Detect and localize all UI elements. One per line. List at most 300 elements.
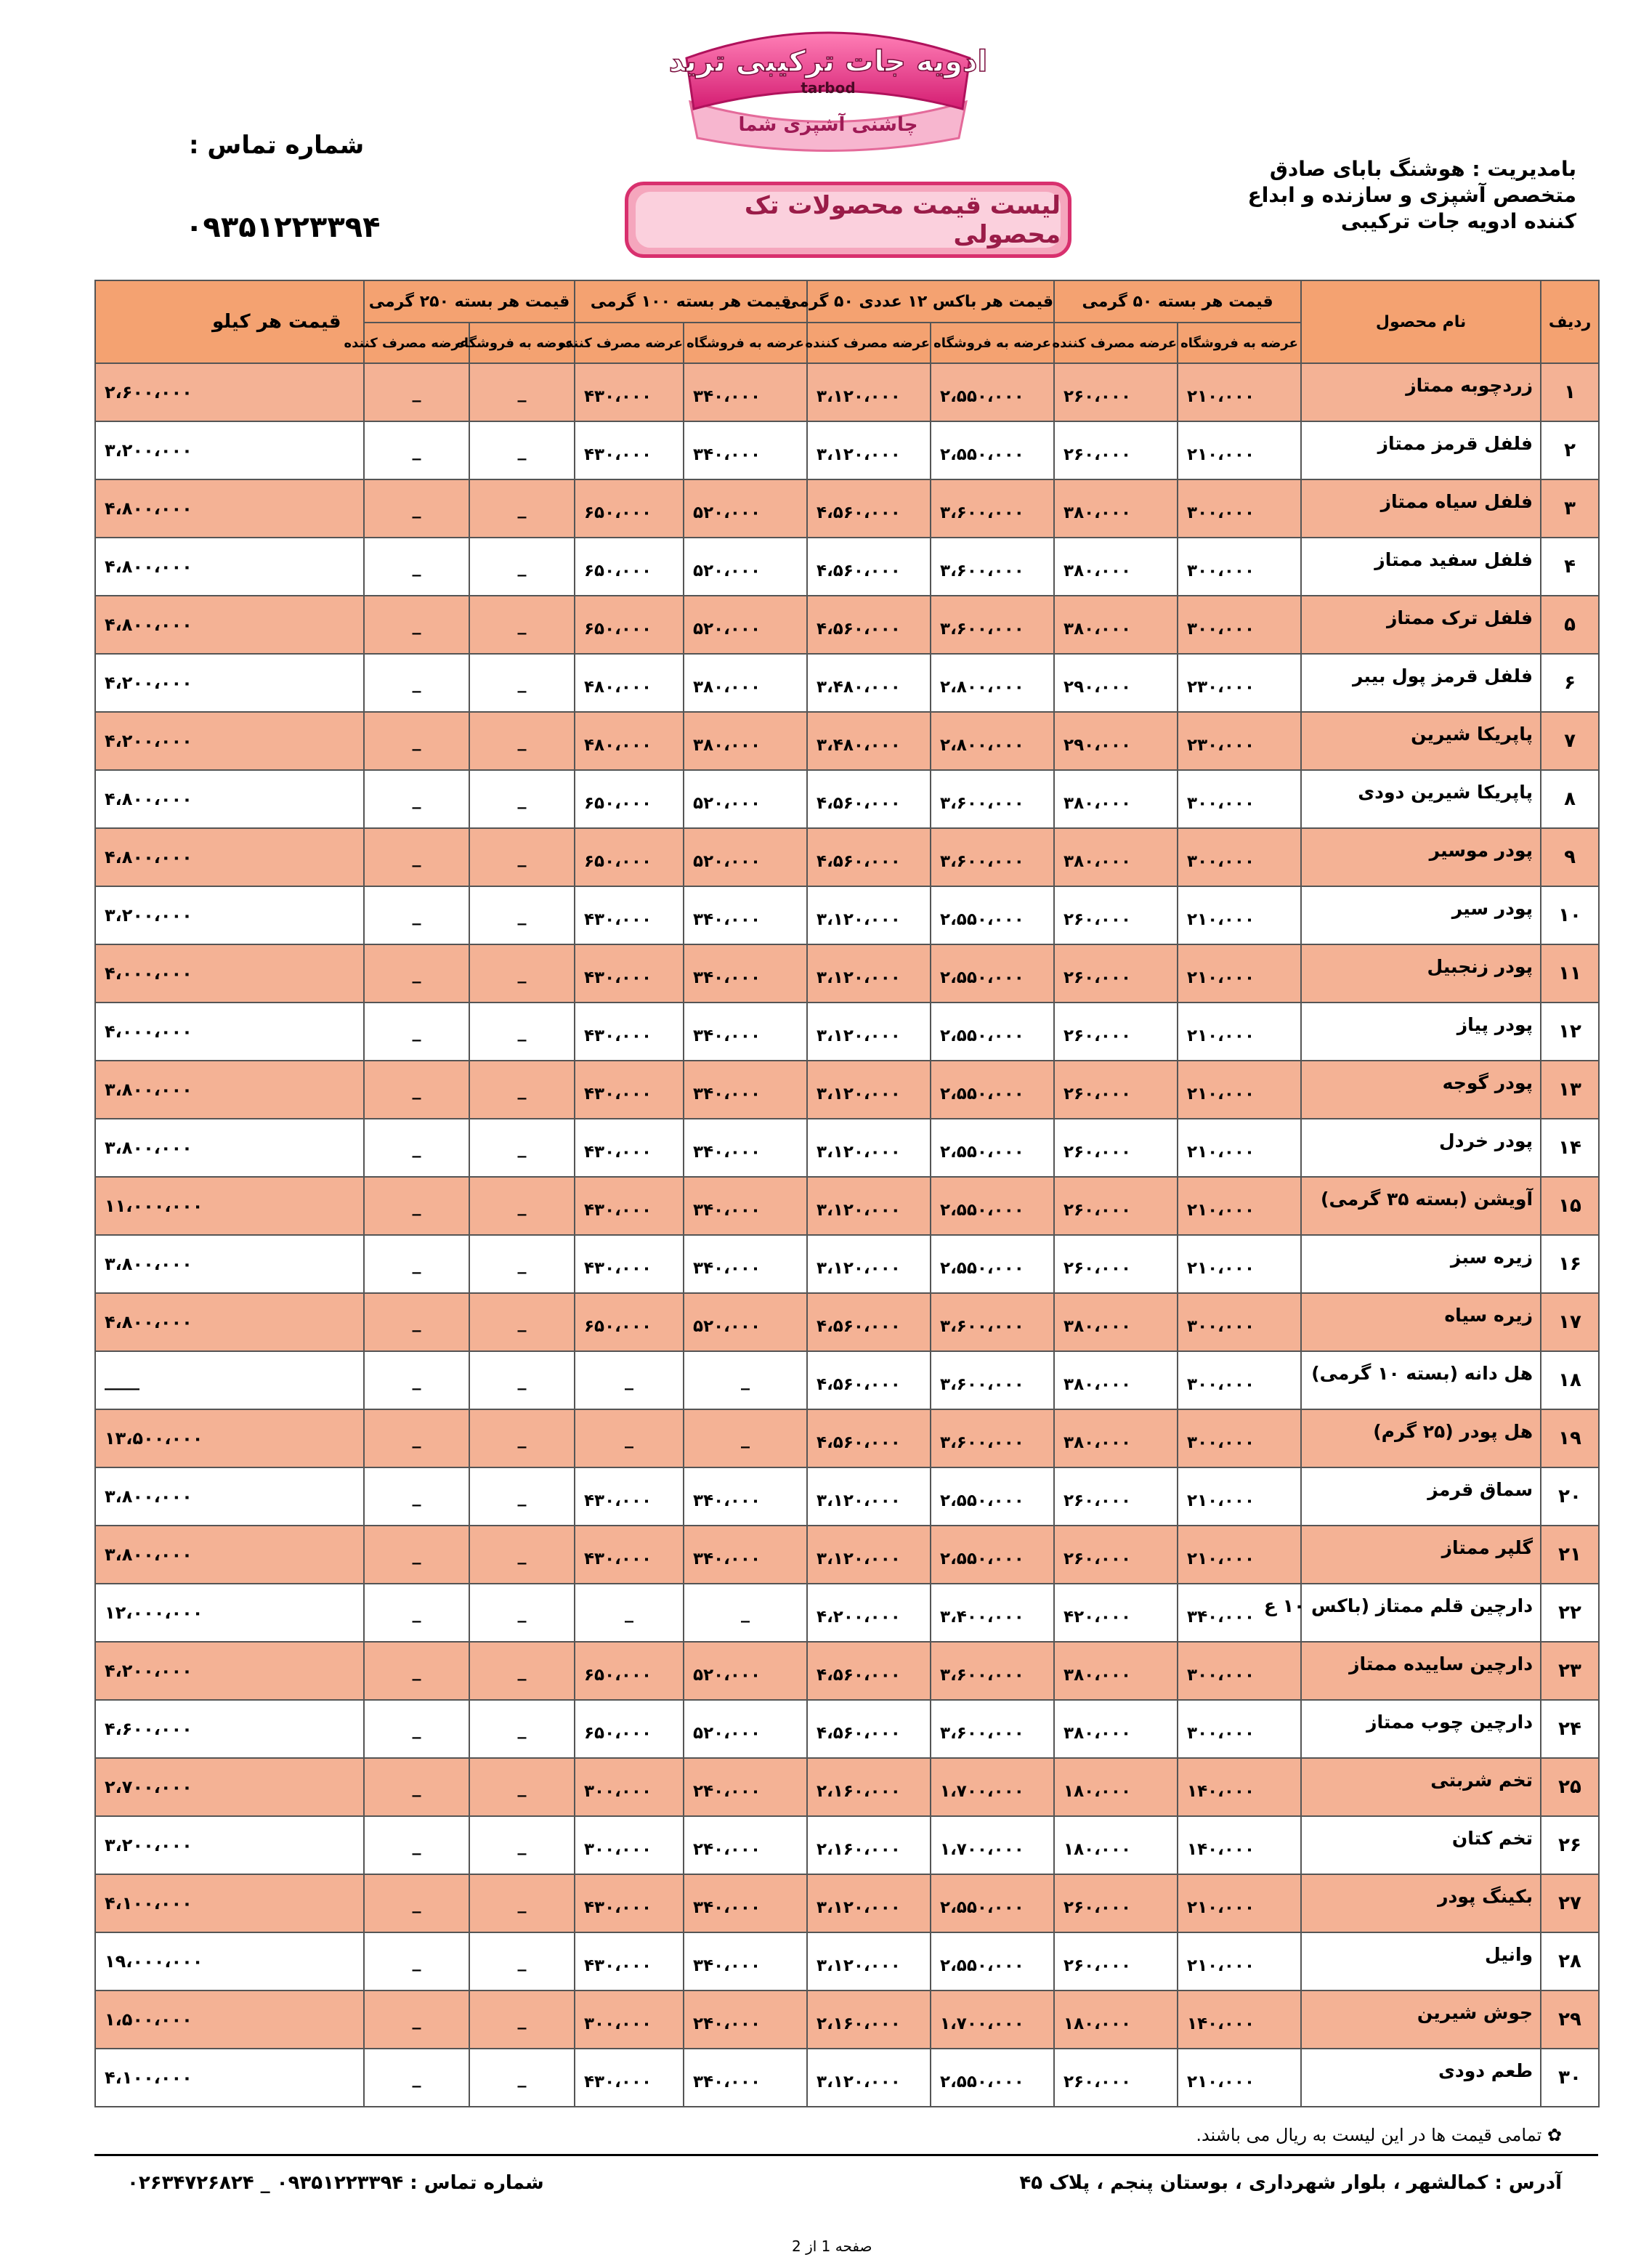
- header-consumer-100g: عرضه مصرف کننده: [575, 323, 684, 363]
- header-consumer-box12: عرضه مصرف کننده: [807, 323, 931, 363]
- price-store-100g: [684, 421, 807, 479]
- price-consumer-250g: _: [364, 479, 469, 538]
- price-store-100g: [684, 654, 807, 712]
- price-store-250g: _: [469, 1351, 575, 1409]
- product-name: فلفل قرمز پول بیبر: [1353, 665, 1533, 687]
- price-kilo: ۴،۸۰۰،۰۰۰: [95, 538, 364, 596]
- price-store-box12: [931, 944, 1054, 1003]
- price-consumer-50g: [1054, 654, 1178, 712]
- price-value: ۲۴۰،۰۰۰: [693, 1840, 761, 1859]
- table-row: [95, 538, 1599, 596]
- price-consumer-100g: [575, 363, 684, 421]
- price-consumer-250g: _: [364, 1526, 469, 1584]
- product-name: زردچوبه ممتاز: [1406, 374, 1533, 396]
- table-row: [95, 1061, 1599, 1119]
- header-product: نام محصول: [1301, 280, 1541, 363]
- price-value: ۲۶۰،۰۰۰: [1063, 1085, 1131, 1103]
- price-value: ۳،۶۰۰،۰۰۰: [940, 1666, 1024, 1685]
- price-store-250g: _: [469, 654, 575, 712]
- row-number: ۲۰: [1541, 1467, 1599, 1526]
- price-value: ۲۹۰،۰۰۰: [1063, 678, 1131, 697]
- price-value: ۳۰۰،۰۰۰: [1187, 1433, 1255, 1452]
- price-store-100g: [684, 1293, 807, 1351]
- table-row: [95, 770, 1599, 828]
- header-50g: قیمت هر بسته ۵۰ گرمی: [1054, 280, 1301, 323]
- price-kilo: ۴،۲۰۰،۰۰۰: [95, 712, 364, 770]
- price-store-250g: _: [469, 1874, 575, 1932]
- table-row: [95, 1816, 1599, 1874]
- price-consumer-box12: [807, 421, 931, 479]
- table-row: [95, 1642, 1599, 1700]
- price-store-50g: [1178, 1642, 1301, 1700]
- price-store-box12: [931, 654, 1054, 712]
- price-store-50g: [1178, 1293, 1301, 1351]
- price-value: ۳۴۰،۰۰۰: [693, 445, 761, 464]
- row-number: ۲۲: [1541, 1584, 1599, 1642]
- product-name: طعم دودی: [1438, 2060, 1533, 2081]
- price-store-100g: [684, 1177, 807, 1235]
- price-consumer-250g: _: [364, 1467, 469, 1526]
- price-store-50g: [1178, 479, 1301, 538]
- price-value: ۲۱۰،۰۰۰: [1187, 445, 1255, 464]
- table-row: [95, 1874, 1599, 1932]
- price-kilo: ۲،۶۰۰،۰۰۰: [95, 363, 364, 421]
- product-name: وانیل: [1485, 1943, 1533, 1965]
- price-value: ۳،۱۲۰،۰۰۰: [817, 1898, 901, 1917]
- price-value: ۳،۱۲۰،۰۰۰: [817, 2073, 901, 2091]
- price-store-box12: [931, 886, 1054, 944]
- price-store-box12: [931, 1409, 1054, 1467]
- price-value: ۲۴۰،۰۰۰: [693, 2014, 761, 2033]
- price-store-250g: _: [469, 1409, 575, 1467]
- price-store-100g: [684, 1235, 807, 1293]
- price-consumer-50g: [1054, 479, 1178, 538]
- table-row: [95, 1351, 1599, 1409]
- price-value: ۳۴۰،۰۰۰: [693, 1143, 761, 1162]
- price-value: ۳۰۰،۰۰۰: [584, 1840, 652, 1859]
- row-number: ۱۰: [1541, 886, 1599, 944]
- price-store-box12: [931, 1642, 1054, 1700]
- price-value: ۳۸۰،۰۰۰: [1063, 1375, 1131, 1394]
- price-value: ۶۵۰،۰۰۰: [584, 794, 652, 813]
- price-value: ۲۱۰،۰۰۰: [1187, 1143, 1255, 1162]
- price-consumer-250g: _: [364, 1932, 469, 1990]
- price-value: ۴،۵۶۰،۰۰۰: [817, 1666, 901, 1685]
- product-name: بکینگ پودر: [1438, 1885, 1533, 1907]
- price-store-50g: [1178, 944, 1301, 1003]
- price-value: ۴۳۰،۰۰۰: [584, 1026, 652, 1045]
- price-value: ۴۲۰،۰۰۰: [1063, 1608, 1131, 1627]
- price-store-100g: [684, 1816, 807, 1874]
- footer-contact: شماره تماس : ۰۹۳۵۱۲۲۳۳۹۴ _ ۰۲۶۳۴۷۲۶۸۲۴: [127, 2172, 544, 2194]
- row-number: ۱۹: [1541, 1409, 1599, 1467]
- price-value: ۲،۵۵۰،۰۰۰: [940, 1550, 1024, 1568]
- price-kilo: ۴،۲۰۰،۰۰۰: [95, 654, 364, 712]
- product-name-cell: [1301, 770, 1541, 828]
- price-consumer-100g: [575, 1932, 684, 1990]
- price-consumer-100g: [575, 1758, 684, 1816]
- price-value: ۴،۵۶۰،۰۰۰: [817, 1317, 901, 1336]
- product-name: زیره سبز: [1450, 1246, 1533, 1268]
- price-kilo: ۲،۷۰۰،۰۰۰: [95, 1758, 364, 1816]
- price-value: ۲،۸۰۰،۰۰۰: [940, 736, 1024, 755]
- price-store-50g: [1178, 1467, 1301, 1526]
- price-store-50g: [1178, 538, 1301, 596]
- price-store-100g: [684, 1932, 807, 1990]
- price-consumer-box12: [807, 1874, 931, 1932]
- price-value: ۳۴۰،۰۰۰: [693, 1026, 761, 1045]
- product-name: پاپریکا شیرین دودی: [1358, 781, 1533, 803]
- price-store-100g: [684, 1061, 807, 1119]
- price-value: ۲،۵۵۰،۰۰۰: [940, 1898, 1024, 1917]
- table-row: [95, 363, 1599, 421]
- price-store-250g: _: [469, 1293, 575, 1351]
- price-store-250g: _: [469, 886, 575, 944]
- price-value: ۴۳۰،۰۰۰: [584, 1201, 652, 1220]
- price-store-50g: [1178, 1526, 1301, 1584]
- price-consumer-100g: [575, 1990, 684, 2049]
- price-consumer-100g: _: [575, 1351, 684, 1409]
- price-consumer-50g: [1054, 1351, 1178, 1409]
- row-number: ۹: [1541, 828, 1599, 886]
- product-name-cell: [1301, 944, 1541, 1003]
- price-consumer-250g: _: [364, 1642, 469, 1700]
- table-row: [95, 1293, 1599, 1351]
- product-name: آویشن (بسته ۳۵ گرمی): [1321, 1188, 1533, 1210]
- price-consumer-50g: [1054, 1990, 1178, 2049]
- price-value: ۲،۱۶۰،۰۰۰: [817, 1782, 901, 1801]
- table-row: [95, 886, 1599, 944]
- price-value: ۲۶۰،۰۰۰: [1063, 1259, 1131, 1278]
- price-store-100g: [684, 363, 807, 421]
- price-consumer-50g: [1054, 1003, 1178, 1061]
- price-consumer-box12: [807, 1467, 931, 1526]
- price-consumer-50g: [1054, 1061, 1178, 1119]
- price-value: ۳۰۰،۰۰۰: [1187, 1375, 1255, 1394]
- price-consumer-box12: [807, 1351, 931, 1409]
- price-value: ۲،۵۵۰،۰۰۰: [940, 1143, 1024, 1162]
- price-value: ۳،۱۲۰،۰۰۰: [817, 1259, 901, 1278]
- price-consumer-50g: [1054, 944, 1178, 1003]
- price-consumer-box12: [807, 654, 931, 712]
- price-value: ۳۰۰،۰۰۰: [1187, 562, 1255, 580]
- price-value: ۴،۵۶۰،۰۰۰: [817, 852, 901, 871]
- price-value: ۲۶۰،۰۰۰: [1063, 1550, 1131, 1568]
- price-consumer-100g: [575, 1061, 684, 1119]
- row-number: ۵: [1541, 596, 1599, 654]
- price-value: ۴۳۰،۰۰۰: [584, 1085, 652, 1103]
- price-kilo: ۳،۸۰۰،۰۰۰: [95, 1235, 364, 1293]
- price-value: ۴۸۰،۰۰۰: [584, 678, 652, 697]
- price-store-box12: [931, 1816, 1054, 1874]
- price-consumer-250g: _: [364, 1758, 469, 1816]
- row-number: ۳: [1541, 479, 1599, 538]
- price-value: ۲۱۰،۰۰۰: [1187, 910, 1255, 929]
- price-value: ۳۴۰،۰۰۰: [693, 387, 761, 406]
- price-store-100g: [684, 1700, 807, 1758]
- price-consumer-50g: [1054, 1235, 1178, 1293]
- price-value: ۲۶۰،۰۰۰: [1063, 1143, 1131, 1162]
- price-kilo: ۱۹،۰۰۰،۰۰۰: [95, 1932, 364, 1990]
- price-store-50g: [1178, 1061, 1301, 1119]
- price-consumer-50g: [1054, 1526, 1178, 1584]
- price-consumer-250g: _: [364, 886, 469, 944]
- price-kilo: ۱۲،۰۰۰،۰۰۰: [95, 1584, 364, 1642]
- product-name: زیره سیاه: [1444, 1304, 1533, 1326]
- price-store-box12: [931, 1003, 1054, 1061]
- price-value: ۳۸۰،۰۰۰: [693, 678, 761, 697]
- price-store-box12: [931, 421, 1054, 479]
- price-consumer-50g: [1054, 1642, 1178, 1700]
- price-store-box12: [931, 1874, 1054, 1932]
- price-consumer-box12: [807, 1293, 931, 1351]
- table-row: [95, 1177, 1599, 1235]
- price-value: ۳۰۰،۰۰۰: [1187, 852, 1255, 871]
- price-store-50g: [1178, 1874, 1301, 1932]
- price-consumer-box12: [807, 1932, 931, 1990]
- row-number: ۴: [1541, 538, 1599, 596]
- header-kilo: قیمت هر کیلو: [95, 280, 364, 363]
- row-number: ۱۶: [1541, 1235, 1599, 1293]
- price-consumer-50g: [1054, 1409, 1178, 1467]
- price-store-box12: [931, 1119, 1054, 1177]
- price-consumer-100g: [575, 712, 684, 770]
- price-consumer-100g: [575, 828, 684, 886]
- table-row: [95, 828, 1599, 886]
- price-value: ۳،۱۲۰،۰۰۰: [817, 1491, 901, 1510]
- price-value: ۳،۶۰۰،۰۰۰: [940, 852, 1024, 871]
- price-consumer-box12: [807, 1642, 931, 1700]
- price-store-50g: [1178, 421, 1301, 479]
- price-value: ۱۸۰،۰۰۰: [1063, 2014, 1131, 2033]
- price-store-50g: [1178, 1235, 1301, 1293]
- price-consumer-100g: [575, 886, 684, 944]
- price-store-250g: _: [469, 828, 575, 886]
- price-store-50g: [1178, 1177, 1301, 1235]
- price-store-box12: [931, 1584, 1054, 1642]
- price-value: ۴۸۰،۰۰۰: [584, 736, 652, 755]
- price-consumer-50g: [1054, 363, 1178, 421]
- price-store-250g: _: [469, 1235, 575, 1293]
- product-name: دارچین چوب ممتاز: [1366, 1711, 1533, 1733]
- price-value: ۳،۶۰۰،۰۰۰: [940, 562, 1024, 580]
- price-consumer-250g: _: [364, 1177, 469, 1235]
- price-store-250g: _: [469, 1177, 575, 1235]
- price-store-50g: [1178, 828, 1301, 886]
- row-number: ۲۵: [1541, 1758, 1599, 1816]
- price-store-50g: [1178, 654, 1301, 712]
- table-row: [95, 479, 1599, 538]
- price-value: ۳۸۰،۰۰۰: [1063, 1433, 1131, 1452]
- price-store-box12: [931, 1351, 1054, 1409]
- price-consumer-250g: _: [364, 2049, 469, 2107]
- price-value: ۴۳۰،۰۰۰: [584, 1259, 652, 1278]
- price-consumer-box12: [807, 1816, 931, 1874]
- price-store-250g: _: [469, 1119, 575, 1177]
- price-kilo: ۴،۸۰۰،۰۰۰: [95, 770, 364, 828]
- price-store-50g: [1178, 1990, 1301, 2049]
- price-store-50g: [1178, 596, 1301, 654]
- price-store-50g: [1178, 2049, 1301, 2107]
- price-kilo: ۴،۸۰۰،۰۰۰: [95, 596, 364, 654]
- price-store-250g: _: [469, 363, 575, 421]
- row-number: ۲۱: [1541, 1526, 1599, 1584]
- price-value: ۳۸۰،۰۰۰: [1063, 1666, 1131, 1685]
- price-value: ۳،۱۲۰،۰۰۰: [817, 1956, 901, 1975]
- price-store-50g: [1178, 1700, 1301, 1758]
- price-kilo: ۴،۱۰۰،۰۰۰: [95, 2049, 364, 2107]
- price-value: ۱۴۰،۰۰۰: [1187, 2014, 1255, 2033]
- price-consumer-50g: [1054, 538, 1178, 596]
- price-consumer-250g: _: [364, 1061, 469, 1119]
- price-store-250g: _: [469, 596, 575, 654]
- price-store-100g: [684, 1003, 807, 1061]
- price-store-100g: [684, 886, 807, 944]
- price-consumer-250g: _: [364, 1990, 469, 2049]
- price-store-250g: _: [469, 421, 575, 479]
- price-kilo: ۴،۸۰۰،۰۰۰: [95, 1293, 364, 1351]
- price-value: ۲۳۰،۰۰۰: [1187, 678, 1255, 697]
- price-value: ۴۳۰،۰۰۰: [584, 387, 652, 406]
- price-value: ۲۶۰،۰۰۰: [1063, 1956, 1131, 1975]
- price-store-100g: [684, 1990, 807, 2049]
- logo-slogan: چاشنی آشپزی شما: [738, 114, 918, 136]
- price-value: ۲۱۰،۰۰۰: [1187, 1898, 1255, 1917]
- price-value: ۳۸۰،۰۰۰: [1063, 620, 1131, 639]
- table-row: [95, 1526, 1599, 1584]
- price-store-100g: _: [684, 1584, 807, 1642]
- price-value: ۲۶۰،۰۰۰: [1063, 1898, 1131, 1917]
- price-consumer-100g: [575, 1235, 684, 1293]
- table-row: [95, 1003, 1599, 1061]
- header-100g: قیمت هر بسته ۱۰۰ گرمی: [575, 280, 807, 323]
- price-value: ۳۴۰،۰۰۰: [693, 1898, 761, 1917]
- price-value: ۲۶۰،۰۰۰: [1063, 387, 1131, 406]
- product-name: هل دانه (بسته ۱۰ گرمی): [1311, 1362, 1533, 1384]
- price-value: ۵۲۰،۰۰۰: [693, 1724, 761, 1743]
- price-consumer-250g: _: [364, 770, 469, 828]
- price-consumer-250g: _: [364, 1119, 469, 1177]
- price-value: ۲۱۰،۰۰۰: [1187, 1550, 1255, 1568]
- price-value: ۱،۷۰۰،۰۰۰: [940, 1840, 1024, 1859]
- price-consumer-100g: [575, 654, 684, 712]
- price-consumer-100g: [575, 1467, 684, 1526]
- price-value: ۳،۶۰۰،۰۰۰: [940, 794, 1024, 813]
- title-box: [625, 182, 1071, 258]
- row-number: ۱۸: [1541, 1351, 1599, 1409]
- product-name-cell: [1301, 1700, 1541, 1758]
- price-value: ۶۵۰،۰۰۰: [584, 562, 652, 580]
- price-value: ۴۳۰،۰۰۰: [584, 1491, 652, 1510]
- price-store-50g: [1178, 886, 1301, 944]
- price-store-100g: _: [684, 1351, 807, 1409]
- price-consumer-250g: _: [364, 596, 469, 654]
- logo-title: ادویه جات ترکیبی ترید: [668, 45, 988, 78]
- price-store-box12: [931, 1061, 1054, 1119]
- price-value: ۴،۵۶۰،۰۰۰: [817, 1724, 901, 1743]
- price-store-100g: [684, 1758, 807, 1816]
- price-value: ۶۵۰،۰۰۰: [584, 503, 652, 522]
- price-consumer-100g: [575, 421, 684, 479]
- price-store-100g: [684, 828, 807, 886]
- price-kilo: ۴،۰۰۰،۰۰۰: [95, 1003, 364, 1061]
- price-value: ۲،۵۵۰،۰۰۰: [940, 445, 1024, 464]
- price-kilo: ۳،۸۰۰،۰۰۰: [95, 1119, 364, 1177]
- price-consumer-100g: [575, 479, 684, 538]
- price-consumer-box12: [807, 1409, 931, 1467]
- price-consumer-box12: [807, 1990, 931, 2049]
- product-name-cell: [1301, 2049, 1541, 2107]
- header-250g: قیمت هر بسته ۲۵۰ گرمی: [364, 280, 575, 323]
- price-consumer-50g: [1054, 1874, 1178, 1932]
- price-value: ۲،۵۵۰،۰۰۰: [940, 910, 1024, 929]
- product-name: دارچین قلم ممتاز (باکس ۱۰ ع: [1263, 1595, 1533, 1616]
- table-row: [95, 1409, 1599, 1467]
- price-store-50g: [1178, 1351, 1301, 1409]
- price-store-50g: [1178, 1409, 1301, 1467]
- price-consumer-50g: [1054, 770, 1178, 828]
- price-store-box12: [931, 363, 1054, 421]
- price-value: ۱،۷۰۰،۰۰۰: [940, 2014, 1024, 2033]
- price-consumer-box12: [807, 828, 931, 886]
- price-store-box12: [931, 1467, 1054, 1526]
- price-store-250g: _: [469, 1584, 575, 1642]
- price-value: ۲۶۰،۰۰۰: [1063, 910, 1131, 929]
- price-consumer-box12: [807, 1177, 931, 1235]
- price-store-100g: [684, 770, 807, 828]
- price-store-100g: [684, 1467, 807, 1526]
- price-value: ۴۳۰،۰۰۰: [584, 2073, 652, 2091]
- price-value: ۳۴۰،۰۰۰: [693, 1201, 761, 1220]
- price-value: ۳۴۰،۰۰۰: [693, 1491, 761, 1510]
- price-store-100g: [684, 2049, 807, 2107]
- product-name: تخم کتان: [1451, 1827, 1533, 1849]
- table-row: [95, 1700, 1599, 1758]
- price-value: ۳۸۰،۰۰۰: [1063, 852, 1131, 871]
- price-consumer-box12: [807, 1584, 931, 1642]
- price-consumer-100g: [575, 1816, 684, 1874]
- price-store-100g: [684, 1642, 807, 1700]
- price-value: ۲،۵۵۰،۰۰۰: [940, 1956, 1024, 1975]
- price-store-250g: _: [469, 1526, 575, 1584]
- price-kilo: ۴،۲۰۰،۰۰۰: [95, 1642, 364, 1700]
- manager-line-3: کننده ادویه جات ترکیبی: [1340, 209, 1576, 233]
- price-value: ۵۲۰،۰۰۰: [693, 620, 761, 639]
- price-value: ۳۰۰،۰۰۰: [584, 2014, 652, 2033]
- price-store-100g: [684, 1874, 807, 1932]
- price-consumer-50g: [1054, 828, 1178, 886]
- price-store-box12: [931, 1235, 1054, 1293]
- price-kilo: ۴،۰۰۰،۰۰۰: [95, 944, 364, 1003]
- manager-info: [1126, 156, 1576, 235]
- price-store-100g: _: [684, 1409, 807, 1467]
- price-value: ۳،۶۰۰،۰۰۰: [940, 1724, 1024, 1743]
- price-table: [94, 280, 1600, 2107]
- price-consumer-50g: [1054, 1177, 1178, 1235]
- price-value: ۴۳۰،۰۰۰: [584, 1956, 652, 1975]
- header-store-250g: عرضه به فروشگاه: [469, 323, 575, 363]
- price-value: ۳،۶۰۰،۰۰۰: [940, 620, 1024, 639]
- price-value: ۳،۴۸۰،۰۰۰: [817, 736, 901, 755]
- price-consumer-box12: [807, 538, 931, 596]
- row-number: ۲۳: [1541, 1642, 1599, 1700]
- product-name: تخم شربتی: [1430, 1769, 1533, 1791]
- price-consumer-50g: [1054, 1584, 1178, 1642]
- price-store-100g: [684, 538, 807, 596]
- product-name: فلفل قرمز ممتاز: [1377, 432, 1533, 454]
- price-kilo: ۴،۱۰۰،۰۰۰: [95, 1874, 364, 1932]
- row-number: ۲۹: [1541, 1990, 1599, 2049]
